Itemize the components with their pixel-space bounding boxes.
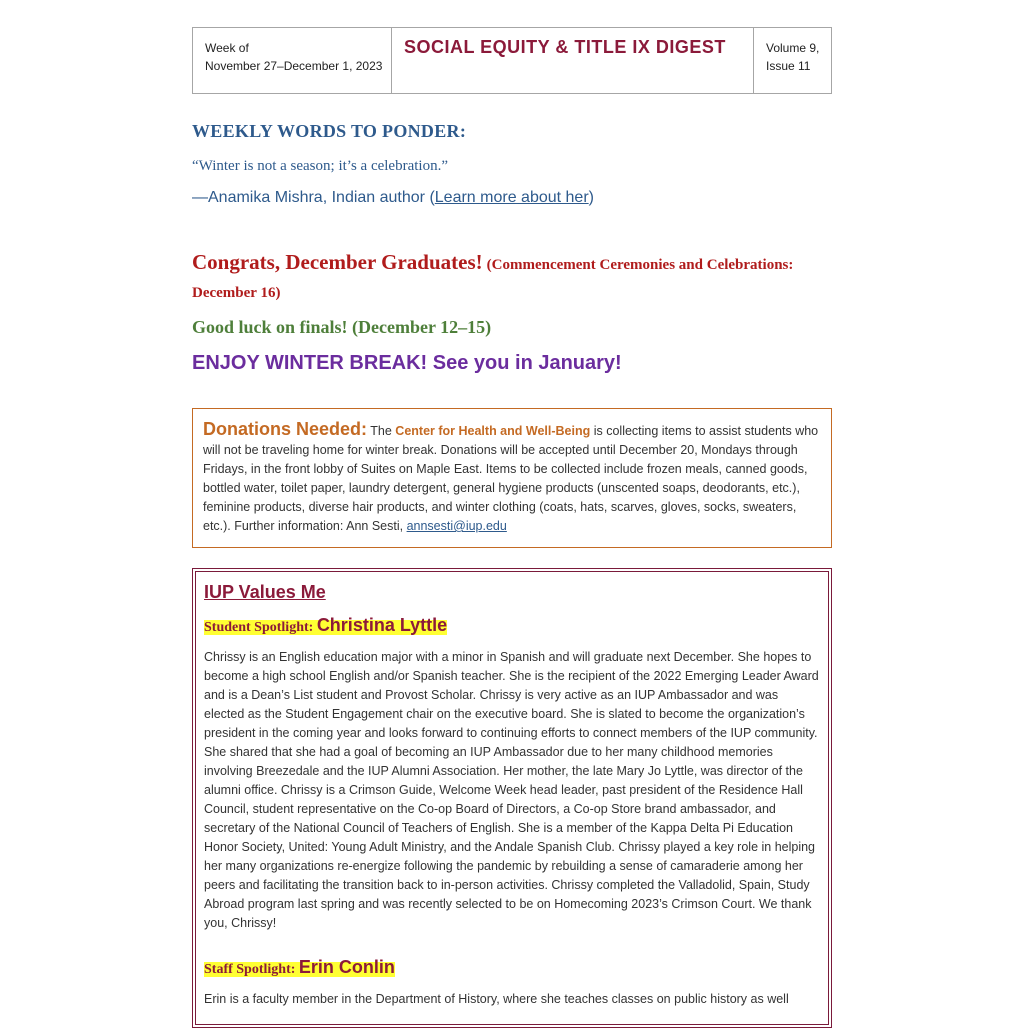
- congrats-graduates: [192, 249, 832, 307]
- contact-email-link[interactable]: annsesti@iup.edu: [406, 519, 507, 533]
- masthead-volume-cell: [754, 28, 831, 93]
- student-spotlight-label: Student Spotlight:: [204, 620, 314, 635]
- student-bio: Chrissy is an English education major with a minor in Spanish and will graduate next December. She hopes to become a high school English and/or Spanish teacher. She is the recipient of the 2022 Emerging Leader Award and is a Dean’s List student and Provost Scholar. Chrissy is very active as an IUP Ambassador and was elected as the Student Engagement chair on the executive board. She is slated to become the organization’s president in the coming year and looks forward to continuing efforts to connect members of the IUP community. She shared that she had a goal of becoming an IUP Ambassador due to her many childhood memories involving Breezedale and the IUP Alumni Association. Her mother, the late Mary Jo Lyttle, was director of the alumni office. Chrissy is a Crimson Guide, Welcome Week head leader, past president of the Residence Hall Council, student representative on the Co-op Board of Directors, a Co-op Store brand ambassador, and secretary of the National Council of Teachers of English. She is a member of the Kappa Delta Pi Education Honor Society, United: Young Adult Ministry, and the Andale Spanish Club. Chrissy played a key role in helping her many organizations re-energize following the pandemic by rebuilding a sense of camaraderie among her peers and facilitating the transition back to in-person activities. Chrissy completed the Valladolid, Spain, Study Abroad program last spring and was recently selected to be on Homecoming 2023’s Crimson Court. We thank you, Chrissy!: [204, 650, 819, 930]
- student-spotlight-highlight: [204, 615, 448, 635]
- staff-spotlight-label: Staff Spotlight:: [204, 962, 296, 977]
- congrats-main: Congrats, December Graduates!: [192, 250, 483, 274]
- newsletter-title: SOCIAL EQUITY & TITLE IX DIGEST: [392, 28, 754, 93]
- student-spotlight-heading: [204, 615, 820, 636]
- student-name: Christina Lyttle: [316, 615, 448, 635]
- iup-values-box: [192, 568, 832, 1028]
- center-name: Center for Health and Well-Being: [395, 424, 591, 438]
- donations-box: [192, 408, 832, 548]
- iup-values-inner: [195, 571, 829, 1025]
- staff-spotlight-heading: [204, 957, 820, 978]
- donations-lead: The: [370, 424, 392, 438]
- learn-more-link[interactable]: Learn more about her: [434, 189, 589, 206]
- donations-body: is collecting items to assist students who will not be traveling home for winter break. Donations will be accepted until December 20, Mondays through Fridays, in the front lobby of Suites on Maple East. Items to be collected include frozen meals, canned goods, bottled water, toilet paper, laundry detergent, general hygiene products (unscented soaps, deodorants, etc.), feminine products, diverse hair products, and winter clothing (coats, hats, scarves, gloves, socks, sweaters, etc.). Further information: Ann Sesti,: [203, 424, 819, 533]
- newsletter-page: [192, 27, 832, 1028]
- weekly-quote: “Winter is not a season; it’s a celebration.”: [192, 158, 448, 174]
- week-label: Week of: [205, 41, 249, 55]
- quote-attribution: [192, 189, 832, 207]
- iup-values-title: IUP Values Me: [204, 582, 326, 602]
- donations-title: Donations Needed:: [203, 419, 368, 439]
- ponder-heading: WEEKLY WORDS TO PONDER:: [192, 121, 467, 141]
- attribution-suffix: ): [588, 189, 594, 206]
- week-dates: November 27–December 1, 2023: [205, 59, 383, 73]
- winter-break-message: ENJOY WINTER BREAK! See you in January!: [192, 352, 622, 374]
- volume-label: Volume 9,: [766, 41, 820, 55]
- attribution-prefix: —Anamika Mishra, Indian author (: [192, 189, 435, 206]
- staff-name: Erin Conlin: [298, 957, 395, 977]
- masthead-table: [192, 27, 832, 94]
- staff-bio: Erin is a faculty member in the Department of History, where she teaches classes on public history as well: [204, 992, 789, 1006]
- finals-message: Good luck on finals! (December 12–15): [192, 317, 492, 337]
- issue-label: Issue 11: [766, 59, 811, 73]
- commencement-note: (Commencement Ceremonies and Celebrations: December 16): [192, 257, 794, 301]
- masthead-week-cell: [193, 28, 392, 93]
- staff-spotlight-highlight: [204, 957, 395, 977]
